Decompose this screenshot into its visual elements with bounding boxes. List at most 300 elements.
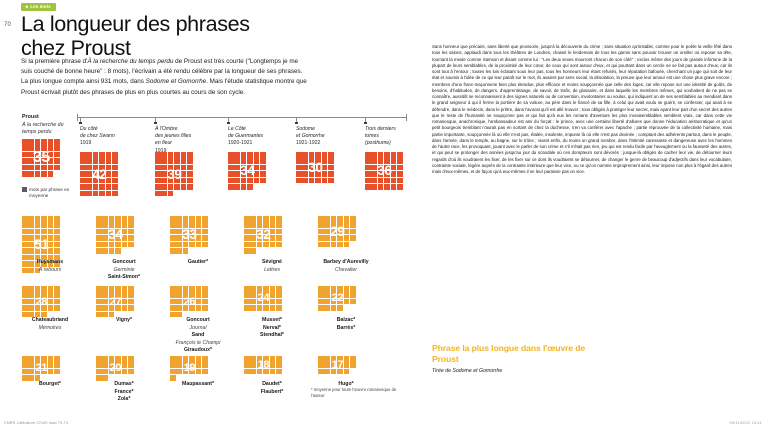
waffle-cell [331,305,337,311]
waffle-volume-2 [228,152,267,191]
waffle-cell [176,362,182,368]
waffle-cell [196,222,202,228]
waffle-cell [250,286,256,292]
waffle-cell [176,286,182,292]
waffle-cell [257,286,263,292]
waffle-cell [106,191,112,197]
waffle-cell [181,165,187,171]
waffle-cell [228,178,234,184]
timeline-dot [295,122,297,124]
author-name: Daudet* [262,381,282,387]
waffle-cell [183,216,189,222]
waffle-cell [28,145,34,151]
waffle-author-r1-3 [244,216,283,255]
waffle-cell [276,305,282,311]
waffle-value: 22 [331,292,344,304]
waffle-cell [344,299,350,305]
author-name: Hugo* [338,381,354,387]
waffle-cell [318,216,324,222]
waffle-cell [122,229,128,235]
waffle-cell [86,158,92,164]
waffle-value: 42 [92,167,107,182]
author-extra: Stendhal* [260,332,284,339]
waffle-cell [276,235,282,241]
waffle-cell [202,292,208,298]
waffle-cell [270,216,276,222]
waffle-cell [86,191,92,197]
waffle-cell [93,171,99,177]
waffle-cell [196,216,202,222]
waffle-cell [128,305,134,311]
waffle-cell [109,222,115,228]
waffle-cell [109,362,115,368]
waffle-cell [331,356,337,362]
waffle-cell [263,216,269,222]
waffle-cell [41,165,47,171]
waffle-author-r2-3 [244,286,283,312]
author-name: Huysmans [36,259,64,265]
waffle-cell [391,178,397,184]
waffle-cell [250,235,256,241]
waffle-cell [189,235,195,241]
waffle-cell [189,292,195,298]
waffle-cell [109,216,115,222]
print-timestamp: 09/11/2022 13:41 [729,421,762,425]
waffle-cell [35,248,41,254]
waffle-value: 51 [34,237,49,252]
waffle-cell [322,178,328,184]
waffle-volume-4 [365,152,404,191]
waffle-cell [35,356,41,362]
author-caption-r2-4 [300,317,392,332]
waffle-cell [263,235,269,241]
waffle-cell [41,235,47,241]
waffle-cell [270,299,276,305]
waffle-cell [331,222,337,228]
waffle-cell [337,242,343,248]
waffle-cell [202,286,208,292]
waffle-cell [337,235,343,241]
waffle-cell [365,152,371,158]
waffle-cell [244,356,250,362]
waffle-cell [234,158,240,164]
author-extra: Nerval* [263,324,281,331]
waffle-cell [260,165,266,171]
waffle-cell [54,362,60,368]
waffle-cell [102,286,108,292]
waffle-value: 33 [182,227,197,242]
waffle-cell [22,292,28,298]
waffle-cell [234,184,240,190]
waffle-author-r3-0 [22,356,61,382]
waffle-cell [260,178,266,184]
waffle-cell [244,305,250,311]
waffle-cell [384,152,390,158]
waffle-cell [324,305,330,311]
waffle-cell [331,369,337,375]
waffle-cell [28,292,34,298]
waffle-cell [115,229,121,235]
waffle-cell [254,165,260,171]
waffle-cell [263,362,269,368]
waffle-cell [112,191,118,197]
waffle-cell [187,165,193,171]
waffle-cell [41,299,47,305]
waffle-cell [41,362,47,368]
waffle-volume-0 [80,152,119,197]
waffle-cell [260,171,266,177]
waffle-cell [54,292,60,298]
timeline-dot [154,122,156,124]
waffle-cell [350,235,356,241]
waffle-cell [260,158,266,164]
chart-legend [22,187,82,200]
waffle-cell [247,184,253,190]
waffle-cell [54,299,60,305]
waffle-value: 32 [256,227,271,242]
waffle-cell [99,158,105,164]
waffle-cell [344,222,350,228]
waffle-cell [257,369,263,375]
waffle-cell [276,356,282,362]
proust-name: Proust [22,114,39,120]
waffle-cell [337,292,343,298]
waffle-proust-overall [22,139,61,178]
volume-label-0 [80,126,150,148]
author-extra: Barrès* [336,324,356,331]
waffle-cell [41,305,47,311]
waffle-cell [318,242,324,248]
waffle-cell [155,165,161,171]
waffle-cell [234,152,240,158]
waffle-cell [263,356,269,362]
waffle-cell [189,362,195,368]
waffle-cell [128,356,134,362]
waffle-cell [170,362,176,368]
waffle-cell [331,235,337,241]
waffle-cell [22,171,28,177]
waffle-cell [22,305,28,311]
waffle-cell [109,305,115,311]
waffle-cell [35,292,41,298]
waffle-cell [244,369,250,375]
waffle-cell [176,248,182,254]
waffle-cell [241,158,247,164]
waffle-cell [324,299,330,305]
waffle-cell [257,242,263,248]
waffle-cell [176,292,182,298]
waffle-cell [318,235,324,241]
waffle-cell [176,299,182,305]
waffle-cell [99,165,105,171]
waffle-cell [28,305,34,311]
timeline-line [77,117,407,118]
waffle-cell [102,248,108,254]
waffle-cell [309,158,315,164]
waffle-volume-3 [296,152,335,184]
waffle-cell [276,292,282,298]
waffle-cell [22,369,28,375]
waffle-cell [270,305,276,311]
waffle-cell [102,222,108,228]
waffle-cell [350,362,356,368]
waffle-cell [80,184,86,190]
waffle-cell [161,165,167,171]
waffle-cell [241,152,247,158]
waffle-cell [183,362,189,368]
waffle-cell [350,222,356,228]
waffle-cell [371,184,377,190]
waffle-cell [183,286,189,292]
waffle-cell [48,286,54,292]
waffle-author-r3-4 [318,356,357,375]
waffle-cell [48,139,54,145]
waffle-cell [397,152,403,158]
waffle-cell [241,165,247,171]
waffle-cell [170,248,176,254]
waffle-cell [183,229,189,235]
waffle-cell [96,356,102,362]
waffle-cell [324,362,330,368]
waffle-cell [22,222,28,228]
waffle-cell [350,292,356,298]
waffle-cell [115,248,121,254]
waffle-cell [257,222,263,228]
waffle-cell [54,229,60,235]
volume-title-line: de chez Swann [80,133,115,140]
long-sentence-text: Sans honneur que précaire, sans liberté que provisoire, jusqu'à la découverte du crime ; sans situation qu'instable, comme pour le poète la veille fêté dans tous les salons, applaudi dans tous les théâtres de Londres, chassé le lendemain de tous les garnis sans pouvoir trouver un oreiller où reposer sa tête, tournant la meule comme Samson et disant comme lui : "Les deux sexes mourront chacun de son côté" ; exclus même des jours de grande infortune de la plupart de leurs semblables, de la proximité de leur cœur, de ceux qui sont autour d'eux, et qui pourtant dans un cercle ne se fait pas autour d'eux, car ils sont tout à l'entour ; toutes les lois éclatant sous leur pas, tous les honneurs leur étant refusés, leur réputation bafouée, cherchant un juge qui soit de leur état et soumis à l'idée de ce qui leur paraît sur le mot, ils avaient par sens social, la désolation, la preuve que leur amour est une chose plus grave encore ; membres d'une franc-maçonnerie bien plus étendue, plus efficace et moins soupçonnée que celle des loges, car elle repose sur une identité de goûts, de besoins, d'habitudes, de dangers, d'apprentissage, de savoir, de trafic, de glossaire, et dans laquelle les membres mêmes, qui souhaitent de ne pas se connaître, aussitôt se reconnaissent à des signes naturels ou de convention, involontaires ou voulus, qui indiquent un de ses semblables au mendiant dans le grand seigneur à qui il ferme la portière de sa voiture, au père dans le fiancé de sa fille, à celui qui avait voulu se guérir, se confesser, qui avait à se défendre, dans le médecin, dans le prêtre, dans l'avocat qu'il est allé trouver ; tous obligés à protéger leur secret, mais ayant leur part d'un secret des autres que le reste de l'humanité ne soupçonne pas et qui fait qu'à eux les romans d'aventure les plus invraisemblables semblent vrais, car dans cette vie romanesque, anachronique, l'ambassadeur est ami du forçat : le prince, avec une certaine liberté d'allures que donne l'éducation aristocratique et qu'un petit bourgeois tremblant n'aurait pas en sortant de chez la duchesse, s'en va conférer avec l'apache ; partie réprouvée de la collectivité humaine, mais partie importante, soupçonnée là où elle n'est pas, étalée, insolente, impunie là où elle n'est pas devinée ; comptant des adhérents partout, dans le peuple, dans l'armée, dans le temple, au bagne, sur le trône ; vivant enfin, du moins un grand nombre, dans l'intimité caressante et dangereuse avec les hommes de l'autre race, les provoquant, jouant avec le parler de son crime et s'il n'était pas rien, jeu qui est rendu facile par l'aveuglement ou la fausseté des autres, et qui peut se prolonger des années jusqu'au jour du scandale où ces dompteurs sont dévorés ; jusque-là obligés de cacher leur vie, de détourner leurs regards d'où ils voudraient les fixer, de les fixer sur ce dont ils voudraient se détourner, de changer le genre de beaucoup d'adjectifs dans leur vocabulaire, contrainte sociale, légère auprès de la contrainte intérieure que leur vice, ou ce qu'on nomme improprement ainsi, leur impose non plus à l'égard des autres mais d'eux-mêmes, et de façon qu'à eux-mêmes il ne leur paraisse pas un vice. [432,44,732,174]
volume-label-2 [228,126,298,148]
waffle-cell [106,171,112,177]
waffle-cell [112,178,118,184]
waffle-cell [170,229,176,235]
waffle-cell [161,191,167,197]
waffle-cell [48,165,54,171]
waffle-cell [93,178,99,184]
volume-year: 1919 [155,147,167,154]
waffle-cell [250,356,256,362]
waffle-cell [324,235,330,241]
waffle-cell [109,292,115,298]
waffle-cell [115,216,121,222]
waffle-cell [234,165,240,171]
waffle-cell [324,369,330,375]
waffle-cell [176,216,182,222]
waffle-cell [244,229,250,235]
waffle-cell [318,292,324,298]
waffle-cell [247,165,253,171]
waffle-cell [254,158,260,164]
waffle-cell [296,178,302,184]
waffle-cell [270,222,276,228]
waffle-cell [48,222,54,228]
waffle-cell [35,286,41,292]
waffle-cell [176,222,182,228]
waffle-cell [128,362,134,368]
waffle-cell [189,299,195,305]
waffle-value: 21 [35,362,48,374]
waffle-cell [41,229,47,235]
waffle-cell [41,158,47,164]
waffle-cell [202,356,208,362]
waffle-cell [331,292,337,298]
waffle-cell [80,165,86,171]
waffle-cell [22,356,28,362]
waffle-cell [80,158,86,164]
waffle-cell [109,229,115,235]
waffle-cell [28,235,34,241]
volume-title-line: Le Côté [228,126,246,132]
waffle-cell [48,216,54,222]
waffle-cell [174,158,180,164]
waffle-cell [35,216,41,222]
waffle-cell [96,286,102,292]
waffle-cell [378,152,384,158]
waffle-cell [174,165,180,171]
waffle-cell [35,299,41,305]
waffle-cell [276,242,282,248]
timeline-dot [79,122,81,124]
waffle-cell [263,369,269,375]
waffle-author-r3-1 [96,356,135,382]
waffle-cell [35,145,41,151]
waffle-cell [96,222,102,228]
waffle-cell [183,356,189,362]
waffle-cell [183,248,189,254]
waffle-cell [318,222,324,228]
headline-line-1: La longueur des phrases [21,12,250,36]
waffle-cell [318,299,324,305]
waffle-cell [48,171,54,177]
waffle-cell [228,152,234,158]
waffle-cell [257,356,263,362]
author-name: Musset* [262,317,282,323]
volume-year: 1921-1922 [296,140,321,147]
waffle-cell [296,165,302,171]
waffle-cell [309,178,315,184]
author-name: Barbey d'Aurevilly [323,259,369,265]
waffle-cell [187,178,193,184]
waffle-cell [384,178,390,184]
waffle-cell [324,356,330,362]
waffle-author-r1-4 [318,216,357,248]
waffle-cell [322,165,328,171]
waffle-cell [176,305,182,311]
waffle-cell [257,362,263,368]
waffle-cell [80,178,86,184]
waffle-cell [196,305,202,311]
author-extra: Sand [191,332,205,339]
waffle-cell [257,216,263,222]
waffle-cell [344,292,350,298]
waffle-cell [337,305,343,311]
waffle-cell [257,292,263,298]
waffle-cell [80,171,86,177]
waffle-cell [109,235,115,241]
waffle-cell [35,369,41,375]
waffle-cell [128,222,134,228]
waffle-cell [350,216,356,222]
waffle-cell [41,222,47,228]
legend-swatch-icon [22,187,27,192]
waffle-cell [331,286,337,292]
waffle-cell [96,292,102,298]
waffle-cell [48,235,54,241]
waffle-cell [48,305,54,311]
waffle-cell [122,242,128,248]
waffle-cell [176,229,182,235]
waffle-cell [170,369,176,375]
waffle-cell [318,356,324,362]
waffle-cell [80,152,86,158]
waffle-cell [54,305,60,311]
waffle-value: 35 [32,149,50,166]
waffle-cell [328,165,334,171]
waffle-cell [168,184,174,190]
waffle-cell [228,184,234,190]
waffle-cell [250,242,256,248]
waffle-cell [28,165,34,171]
waffle-cell [276,286,282,292]
section-tag: ★ Les mots [21,3,56,11]
waffle-cell [257,299,263,305]
waffle-cell [270,356,276,362]
waffle-cell [263,222,269,228]
waffle-cell [391,184,397,190]
waffle-cell [122,369,128,375]
waffle-author-r2-4 [318,286,357,312]
waffle-cell [35,152,41,158]
waffle-cell [115,356,121,362]
waffle-cell [35,158,41,164]
waffle-cell [168,165,174,171]
waffle-cell [48,292,54,298]
waffle-cell [183,235,189,241]
waffle-cell [350,229,356,235]
waffle-cell [202,299,208,305]
waffle-cell [384,171,390,177]
waffle-cell [22,235,28,241]
waffle-cell [344,356,350,362]
waffle-cell [241,171,247,177]
waffle-cell [270,229,276,235]
waffle-cell [391,171,397,177]
waffle-cell [99,171,105,177]
waffle-cell [181,171,187,177]
waffle-cell [122,356,128,362]
waffle-cell [102,362,108,368]
waffle-cell [35,165,41,171]
waffle-cell [309,165,315,171]
waffle-cell [270,369,276,375]
waffle-cell [241,178,247,184]
waffle-cell [228,158,234,164]
waffle-cell [102,356,108,362]
waffle-cell [22,165,28,171]
waffle-author-r2-0 [22,286,61,318]
waffle-cell [384,165,390,171]
waffle-cell [109,242,115,248]
waffle-cell [155,171,161,177]
volume-year: 1920-1921 [228,140,253,147]
waffle-cell [276,299,282,305]
waffle-cell [365,184,371,190]
waffle-cell [276,216,282,222]
waffle-cell [168,171,174,177]
waffle-cell [48,356,54,362]
waffle-cell [189,369,195,375]
waffle-cell [324,242,330,248]
